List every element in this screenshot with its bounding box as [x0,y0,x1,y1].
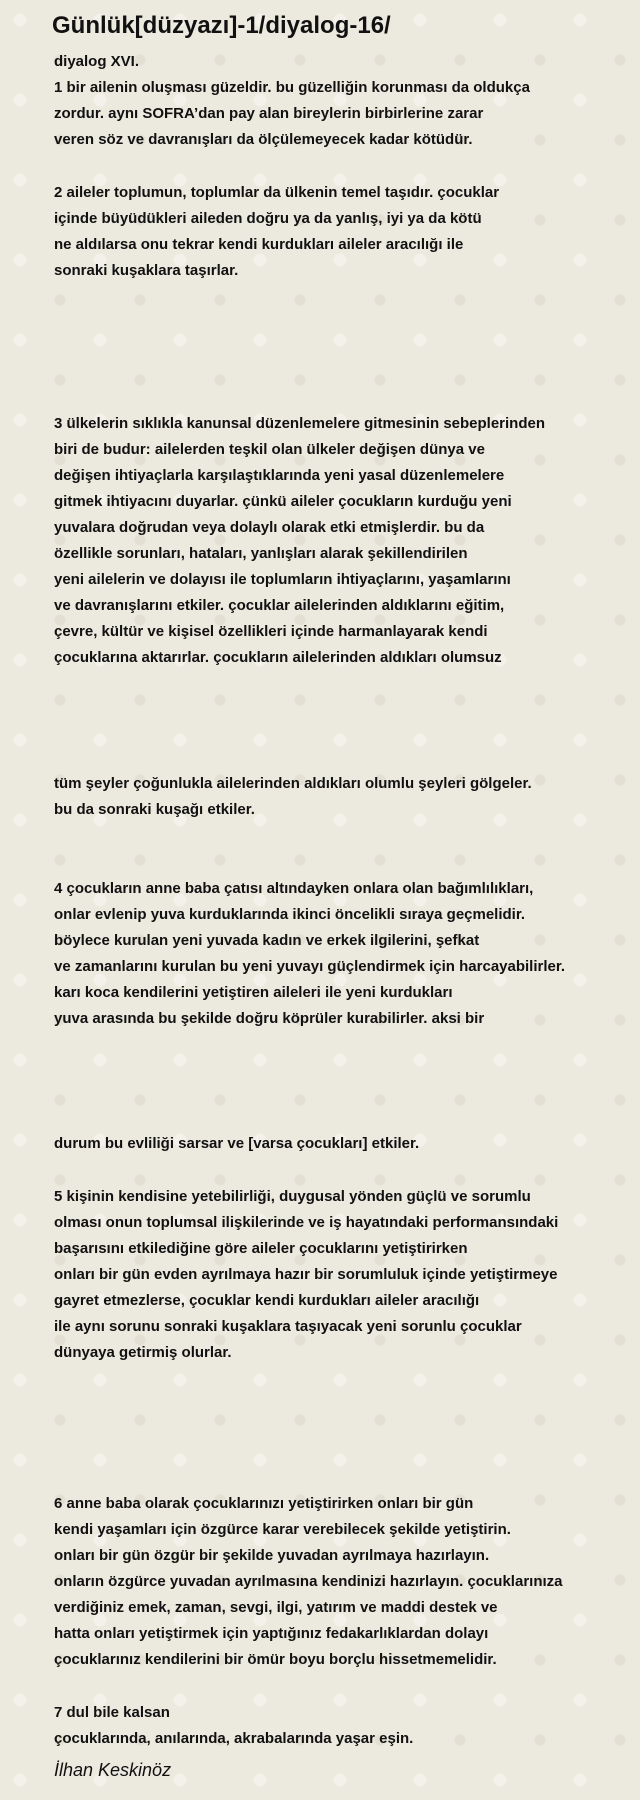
text-line: onları bir gün özgür bir şekilde yuvadan ayrılmaya hazırlayın. [54,1547,490,1564]
text-line: biri de budur: ailelerden teşkil olan ülkeler değişen dünya ve [54,441,485,458]
text-line: onları bir gün evden ayrılmaya hazır bir sorumluluk içinde yetiştirmeye [54,1266,558,1283]
text-line: sonraki kuşaklara taşırlar. [54,262,239,279]
text-line: karı koca kendilerini yetiştiren aileleri ile yeni kurdukları [54,984,453,1001]
text-line: onlar evlenip yuva kurduklarında ikinci öncelikli sıraya geçmelidir. [54,906,526,923]
text-line: değişen ihtiyaçlarla karşılaştıklarında yeni yasal düzenlemelere [54,467,505,484]
text-line: başarısını etkilediğine göre aileler çocuklarını yetiştirirken [54,1240,468,1257]
text-line: çocuklarınız kendilerini bir ömür boyu borçlu hissetmemelidir. [54,1651,497,1668]
text-line: onların özgürce yuvadan ayrılmasına kendinizi hazırlayın. çocuklarınıza [54,1573,563,1590]
text-line: özellikle sorunları, hataları, yanlışları alarak şekillendirilen [54,545,468,562]
text-line: bu da sonraki kuşağı etkiler. [54,801,255,818]
text-line: çevre, kültür ve kişisel özellikleri içinde harmanlayarak kendi [54,623,488,640]
text-line: 5 kişinin kendisine yetebilirliği, duygusal yönden güçlü ve sorumlu [54,1188,531,1205]
text-line: veren söz ve davranışları da ölçülemeyecek kadar kötüdür. [54,131,473,148]
text-line: verdiğiniz emek, zaman, sevgi, ilgi, yatırım ve maddi destek ve [54,1599,498,1616]
text-line: gitmek ihtiyacını duyarlar. çünkü aileler çocukların kurduğu yeni [54,493,512,510]
text-line: çocuklarında, anılarında, akrabalarında yaşar eşin. [54,1730,414,1747]
subtitle: diyalog XVI. [54,53,140,70]
text-line: ve zamanlarını kurulan bu yeni yuvayı güçlendirmek için harcayabilirler. [54,958,566,975]
text-line: kendi yaşamları için özgürce karar verebilecek şekilde yetiştirin. [54,1521,511,1538]
text-line: ve davranışlarını etkiler. çocuklar ailelerinden aldıklarını eğitim, [54,597,505,614]
page-title: Günlük[düzyazı]-1/diyalog-16/ [52,12,391,39]
text-line: böylece kurulan yeni yuvada kadın ve erkek ilgilerini, şefkat [54,932,480,949]
text-line: 6 anne baba olarak çocuklarınızı yetiştirirken onları bir gün [54,1495,474,1512]
text-line: gayret etmezlerse, çocuklar kendi kurdukları aileler aracılığı [54,1292,480,1309]
text-line: 2 aileler toplumun, toplumlar da ülkenin temel taşıdır. çocuklar [54,184,500,201]
text-line: ile aynı sorunu sonraki kuşaklara taşıyacak yeni sorunlu çocuklar [54,1318,522,1335]
text-line: yuvalara doğrudan veya dolaylı olarak etki etmişlerdir. bu da [54,519,485,536]
text-line: 4 çocukların anne baba çatısı altındayken onlara olan bağımlılıkları, [54,880,534,897]
author-signature: İlhan Keskinöz [54,1760,172,1780]
text-line: içinde büyüdükleri aileden doğru ya da yanlış, iyi ya da kötü [54,210,482,227]
text-line: ne aldılarsa onu tekrar kendi kurdukları aileler aracılığı ile [54,236,464,253]
text-line: dünyaya getirmiş olurlar. [54,1344,232,1361]
text-line: yeni ailelerin ve dolayısı ile toplumların ihtiyaçlarını, yaşamlarını [54,571,511,588]
text-line: 7 dul bile kalsan [54,1704,170,1721]
text-line: hatta onları yetiştirmek için yaptığınız fedakarlıklardan dolayı [54,1625,489,1642]
text-line: 1 bir ailenin oluşması güzeldir. bu güzelliğin korunması da oldukça [54,79,530,96]
text-line: olması onun toplumsal ilişkilerinde ve iş hayatındaki performansındaki [54,1214,559,1231]
text-line: tüm şeyler çoğunlukla ailelerinden aldıkları olumlu şeyleri gölgeler. [54,775,532,792]
text-line: yuva arasında bu şekilde doğru köprüler kurabilirler. aksi bir [54,1010,485,1027]
text-line: durum bu evliliği sarsar ve [varsa çocukları] etkiler. [54,1135,420,1152]
text-line: 3 ülkelerin sıklıkla kanunsal düzenlemelere gitmesinin sebeplerinden [54,415,546,432]
text-line: zordur. aynı SOFRA’dan pay alan bireylerin birbirlerine zarar [54,105,484,122]
text-line: çocuklarına aktarırlar. çocukların ailelerinden aldıkları olumsuz [54,649,502,666]
